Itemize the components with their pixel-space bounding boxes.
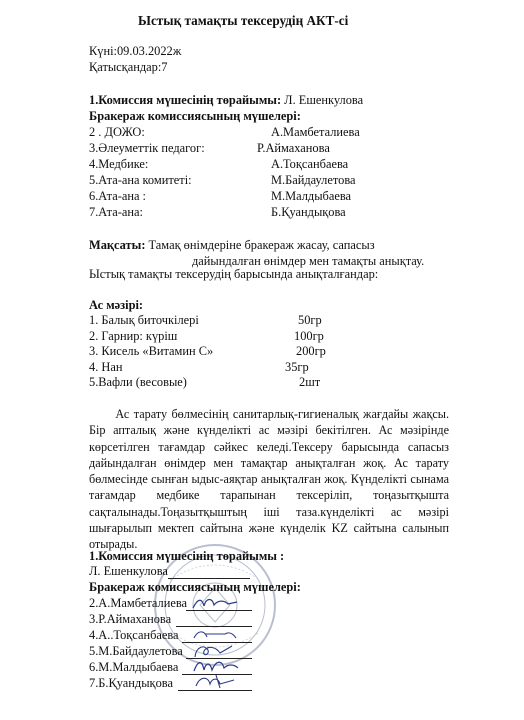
- menu-item-name: 3. Кисель «Витамин С»: [89, 344, 214, 358]
- member-row: [89, 173, 356, 189]
- inspection-findings-paragraph: Ас тарату бөлмесінің санитарлық-гигиеналық жағдайы жақсы. Бір апталық және күнделікті ас мәзірі бекітілген. Ас мәзірінде көрсетілген тағамдар сәйкес келеді.Тексеру барысында сапасыз дайындалған өнімдер мен тамақтар анықталған жоқ. Ас тарату бөлмесінде сынған ыдыс-аяқтар анықталған жоқ. Күнделікті сынама тағамдар медбике тарапынан тексеріліп, тоңазытқышта сақталынады.Тоңазытқыштың іші таза.күнделікті ас мәзірі шығарылып мектеп сайтына және күнделік KZ сайтына салынып отырады.: [89, 407, 453, 552]
- participants-line: Қатысқандар:7: [89, 60, 168, 74]
- signature-member-name: 7.Б.Қуандықова: [89, 676, 173, 690]
- member-role: 3.Әлеуметтік педагог:: [89, 141, 205, 155]
- member-row: [89, 205, 346, 221]
- member-name: А.Мамбеталиева: [271, 125, 360, 139]
- member-row: [89, 141, 330, 157]
- signature-chair-label: 1.Комиссия мүшесінің төрайымы :: [89, 549, 285, 563]
- menu-item-qty: 2шт: [299, 375, 321, 389]
- member-row: [89, 125, 360, 141]
- handwritten-signature-image: [190, 672, 240, 692]
- document-title: Ыстық тамақты тексерудің АКТ-сі: [138, 13, 349, 28]
- member-name: Б.Қуандықова: [271, 205, 346, 219]
- member-row: [89, 189, 352, 205]
- signature-member-name: 4.А..Тоқсанбаева: [89, 628, 179, 642]
- menu-item-qty: 35гр: [285, 360, 309, 374]
- menu-item-qty: 50гр: [298, 313, 322, 327]
- member-name: М.Малдыбаева: [271, 189, 352, 203]
- goal-line: [89, 238, 375, 254]
- menu-item: [89, 344, 326, 360]
- menu-item: [89, 313, 322, 329]
- goal-text: Тамақ өнімдеріне бракераж жасау, сапасыз: [145, 238, 375, 252]
- chair-name: Л. Ешенкулова: [281, 93, 364, 107]
- handwritten-signature-image: [190, 594, 240, 612]
- member-name: Р.Аймаханова: [257, 141, 330, 155]
- chair-line: [89, 93, 363, 109]
- signature-chair-name: Л. Ешенкулова: [89, 564, 168, 578]
- signature-member-name: 2.А.Мамбеталиева: [89, 596, 188, 610]
- signature-member-name: 3.Р.Аймаханова: [89, 612, 172, 626]
- member-name: А.Тоқсанбаева: [271, 157, 349, 171]
- member-role: 2 . ДОЖО:: [89, 125, 145, 139]
- menu-item: [89, 329, 324, 345]
- member-row: [89, 157, 349, 173]
- findings-heading: Ыстық тамақты тексерудің барысында анықталғандар:: [89, 267, 379, 281]
- menu-item-name: 2. Гарнир: күріш: [89, 329, 178, 343]
- member-role: 4.Медбике:: [89, 157, 149, 171]
- member-role: 5.Ата-ана комитеті:: [89, 173, 192, 187]
- menu-item-name: 5.Вафли (весовые): [89, 375, 187, 389]
- signature-line: [168, 578, 250, 579]
- member-name: М.Байдаулетова: [271, 173, 356, 187]
- menu-item: [89, 375, 321, 391]
- signature-member-name: 5.М.Байдаулетова: [89, 644, 183, 658]
- date-line: Күні:09.03.2022ж: [89, 44, 182, 58]
- menu-item: [89, 360, 309, 376]
- signature-members-heading: Бракераж комиссиясының мүшелері:: [89, 580, 301, 594]
- members-heading: Бракераж комиссиясының мүшелері:: [89, 109, 301, 123]
- menu-item-name: 1. Балық биточкілері: [89, 313, 199, 327]
- menu-heading: Ас мәзірі:: [89, 298, 144, 312]
- signature-member-name: 6.М.Малдыбаева: [89, 660, 179, 674]
- menu-item-name: 4. Нан: [89, 360, 123, 374]
- member-role: 6.Ата-ана :: [89, 189, 146, 203]
- menu-item-qty: 100гр: [294, 329, 324, 343]
- goal-continuation: дайындалған өнімдер мен тамақты анықтау.: [192, 254, 425, 268]
- member-role: 7.Ата-ана:: [89, 205, 143, 219]
- goal-label: Мақсаты:: [89, 238, 146, 252]
- chair-label: 1.Комиссия мүшесінің төрайымы:: [89, 93, 282, 107]
- menu-item-qty: 200гр: [296, 344, 326, 358]
